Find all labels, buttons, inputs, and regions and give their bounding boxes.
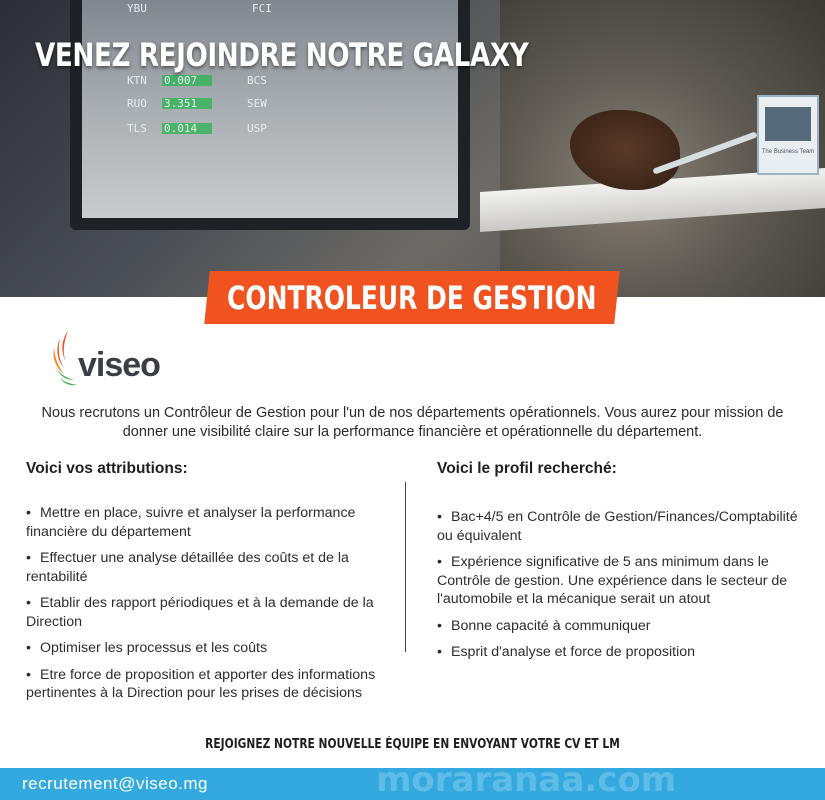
headline: VENEZ REJOINDRE NOTRE GALAXY bbox=[35, 36, 529, 74]
ticker-value: 3.351 bbox=[164, 97, 198, 110]
attributions-list bbox=[26, 504, 386, 703]
list-item: • Esprit d'analyse et force de proposition bbox=[437, 644, 696, 660]
footer-bar bbox=[0, 760, 825, 800]
monitor-image bbox=[70, 0, 470, 230]
viseo-logo bbox=[52, 328, 182, 393]
email-link[interactable]: recrutement@viseo.mg bbox=[22, 774, 208, 793]
list-item: • Bac+4/5 en Contrôle de Gestion/Finances/Comptabilité ou équivalent bbox=[437, 509, 798, 544]
badge-caption: The Business Team bbox=[761, 149, 815, 155]
job-title-banner bbox=[204, 271, 620, 324]
column-divider bbox=[405, 482, 406, 652]
list-item: • Etre force de proposition et apporter des informations pertinentes à la Direction pour les prises de décisions bbox=[26, 666, 376, 701]
badge-photo bbox=[765, 107, 811, 141]
ticker-symbol: KTN bbox=[127, 74, 147, 87]
ticker-value: 0.014 bbox=[164, 122, 198, 135]
ticker-symbol: RUO bbox=[127, 97, 147, 110]
watermark: moraranaa.com bbox=[376, 760, 677, 800]
call-to-action: REJOIGNEZ NOTRE NOUVELLE ÉQUIPE EN ENVOYANT VOTRE CV ET LM bbox=[205, 737, 620, 752]
job-title: CONTROLEUR DE GESTION bbox=[227, 278, 597, 317]
ticker-value: 0.007 bbox=[164, 74, 198, 87]
ticker-symbol: TLS bbox=[127, 122, 147, 135]
ticker-symbol: USP bbox=[247, 122, 267, 135]
attributions-section bbox=[26, 460, 386, 711]
hero-image bbox=[0, 0, 825, 297]
attributions-title: Voici vos attributions: bbox=[26, 460, 188, 477]
ticker-symbol: SEW bbox=[247, 97, 267, 110]
profil-title: Voici le profil recherché: bbox=[437, 460, 617, 477]
profil-list bbox=[437, 508, 807, 662]
list-item: • Effectuer une analyse détaillée des coûts et de la rentabilité bbox=[26, 550, 349, 585]
intro-text: Nous recrutons un Contrôleur de Gestion pour l'un de nos départements opérationnels. Vous aurez pour mission de donner une visibilité claire sur la performance financière et opérationnelle du département. bbox=[41, 405, 784, 440]
list-item: • Expérience significative de 5 ans minimum dans le Contrôle de gestion. Une expérience dans le secteur de l'automobile et la mécanique serait un atout bbox=[437, 554, 788, 607]
brand-name: viseo bbox=[78, 346, 160, 384]
profil-section bbox=[437, 460, 807, 670]
ticker-symbol: YBU bbox=[127, 2, 147, 15]
id-badge bbox=[757, 95, 819, 175]
list-item: • Etablir des rapport périodiques et à la demande de la Direction bbox=[26, 595, 374, 630]
list-item: • Bonne capacité à communiquer bbox=[437, 617, 651, 634]
ticker-symbol: BCS bbox=[247, 74, 267, 87]
list-item: • Optimiser les processus et les coûts bbox=[26, 640, 268, 656]
ticker-symbol: FCI bbox=[252, 2, 272, 15]
list-item: • Mettre en place, suivre et analyser la performance financière du département bbox=[26, 505, 356, 540]
